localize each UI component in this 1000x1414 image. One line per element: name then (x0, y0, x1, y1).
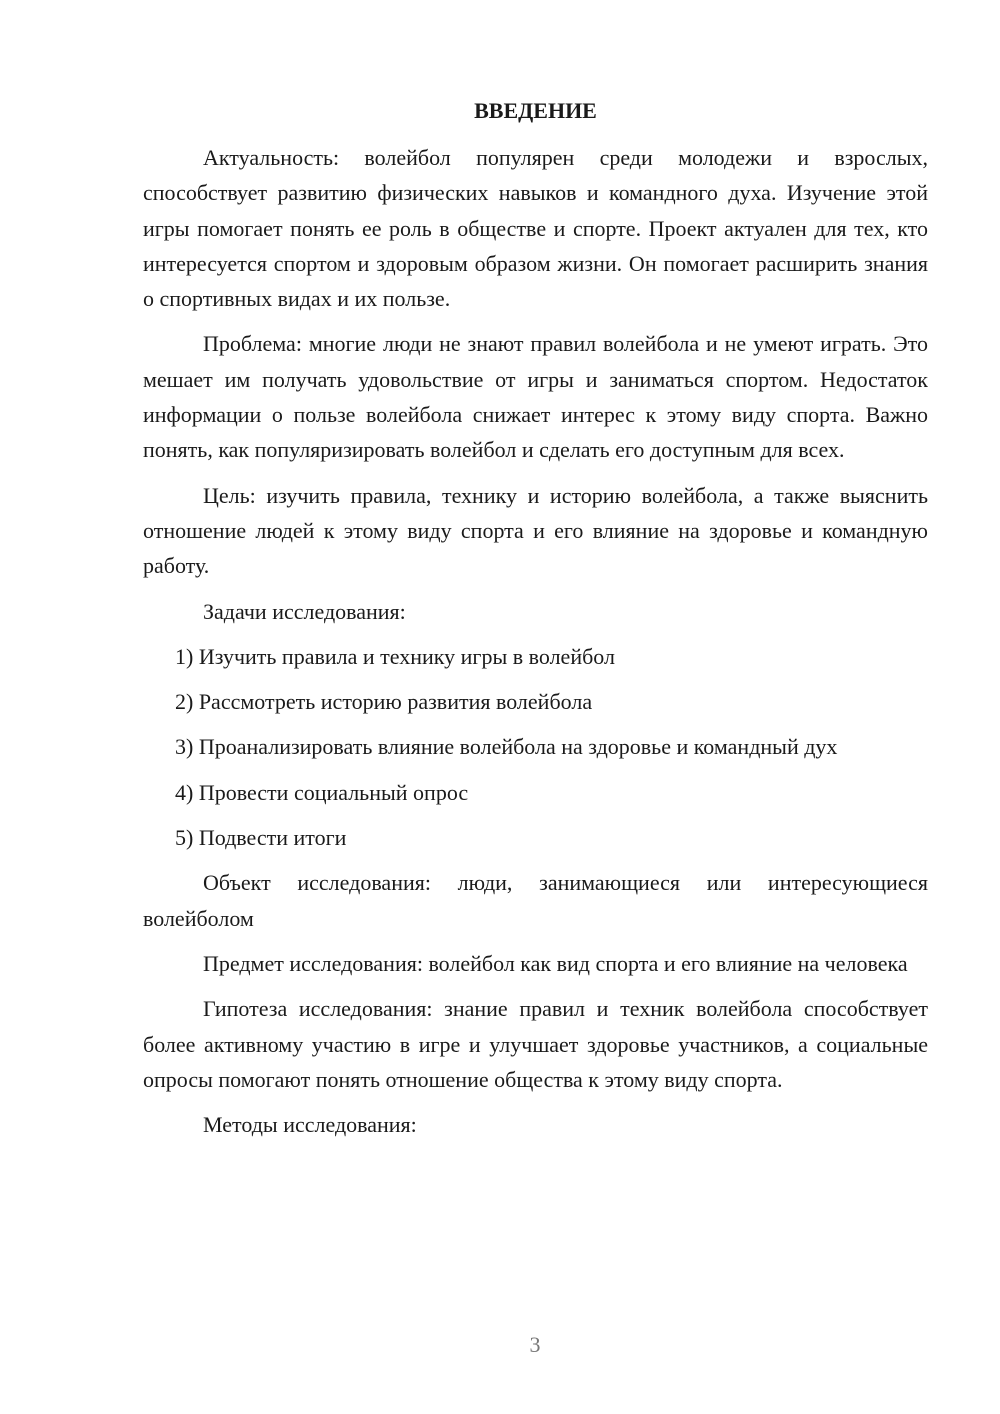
task-item-4: 4) Провести социальный опрос (175, 779, 469, 805)
problem-paragraph: Проблема: многие люди не знают правил волейбола и не умеют играть. Это мешает им получать удовольствие от игры и заниматься спортом. Недостаток информации о пользе волейбола снижает интерес к этому виду спорта. Важно понять, как популяризировать волейбол и сделать его доступным для всех. (143, 331, 928, 463)
task-item-5: 5) Подвести итоги (175, 825, 347, 851)
hypothesis-paragraph: Гипотеза исследования: знание правил и техник волейбола способствует более активному участию в игре и улучшает здоровье участников, а социальные опросы помогают понять отношение общества к этому виду спорта. (143, 996, 928, 1092)
task-item-2: 2) Рассмотреть историю развития волейбола (175, 689, 593, 715)
page-title: ВВЕДЕНИЕ (474, 98, 597, 123)
task-item-3: 3) Проанализировать влияние волейбола на здоровье и командный дух (175, 734, 838, 760)
page-content (143, 96, 928, 1152)
tasks-heading: Задачи исследования: (203, 598, 406, 624)
task-item-1: 1) Изучить правила и технику игры в волейбол (175, 643, 615, 669)
page-number: 3 (529, 1332, 541, 1357)
goal-paragraph: Цель: изучить правила, технику и историю волейбола, а также выяснить отношение людей к этому виду спорта и его влияние на здоровье и командную работу. (143, 482, 928, 579)
object-paragraph: Объект исследования: люди, занимающиеся или интересующиеся волейболом (143, 870, 928, 931)
methods-heading: Методы исследования: (203, 1112, 417, 1138)
relevance-paragraph: Актуальность: волейбол популярен среди молодежи и взрослых, способствует развитию физических навыков и командного духа. Изучение этой игры помогает понять ее роль в обществе и спорте. Проект актуален для тех, кто интересуется спортом и здоровым образом жизни. Он помогает расширить знания о спортивных видах и их пользе. (143, 145, 928, 312)
subject-paragraph: Предмет исследования: волейбол как вид спорта и его влияние на человека (203, 950, 908, 976)
